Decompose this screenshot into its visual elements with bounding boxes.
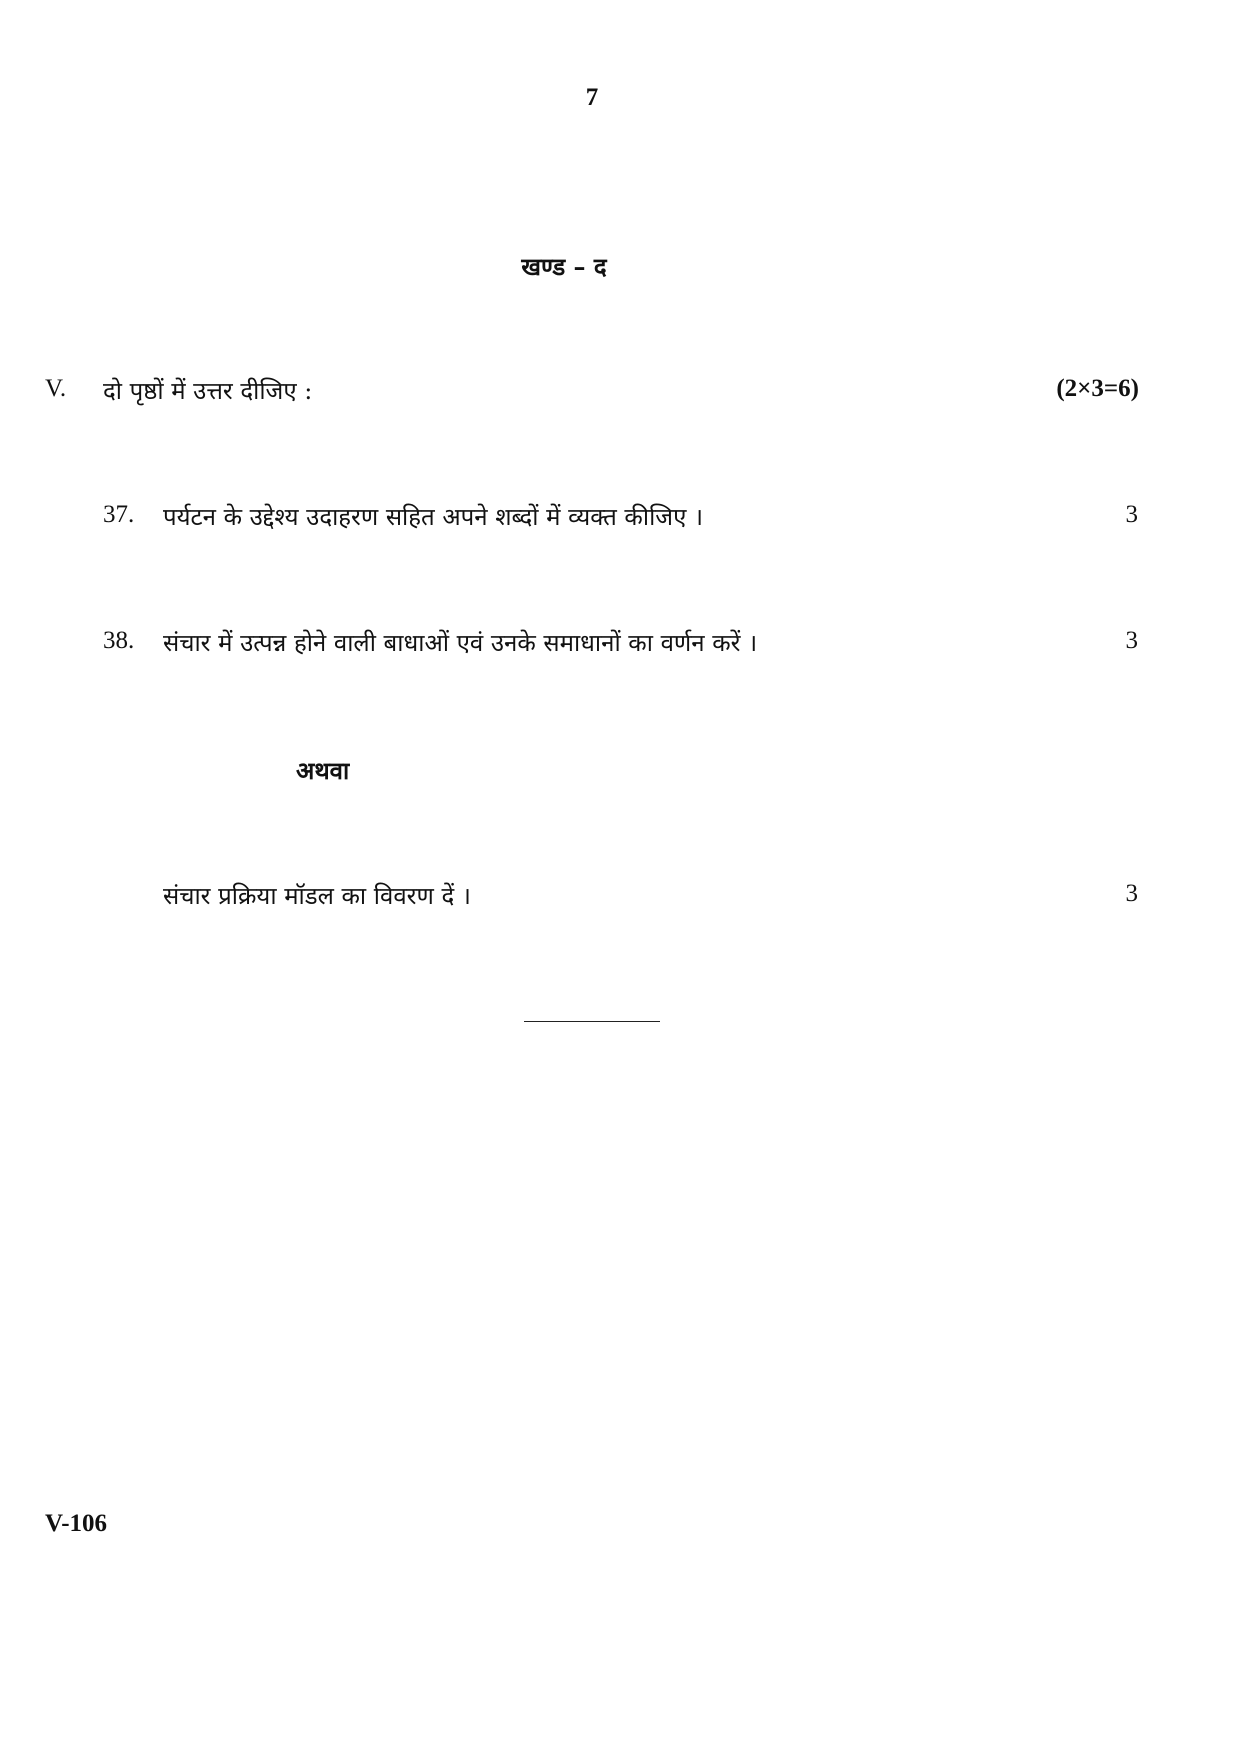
- question-text: पर्यटन के उद्देश्य उदाहरण सहित अपने शब्दों में व्यक्त कीजिए ।: [163, 503, 704, 531]
- paper-code: V-106: [45, 1510, 108, 1537]
- question-text: संचार प्रक्रिया मॉडल का विवरण दें ।: [163, 882, 471, 910]
- question-number: 37.: [103, 501, 135, 528]
- question-text: संचार में उत्पन्न होने वाली बाधाओं एवं उनके समाधानों का वर्णन करें ।: [163, 629, 758, 657]
- end-divider: [524, 1021, 660, 1022]
- section-title: खण्ड – द: [521, 252, 607, 281]
- question-group-numeral: V.: [45, 375, 67, 402]
- question-group-instruction: दो पृष्ठों में उत्तर दीजिए :: [103, 377, 313, 405]
- question-marks: 3: [1125, 880, 1138, 907]
- question-number: 38.: [103, 627, 135, 654]
- page-number: 7: [585, 84, 599, 111]
- or-label: अथवा: [296, 756, 350, 785]
- question-marks: 3: [1125, 501, 1138, 528]
- question-group-marks: (2×3=6): [1056, 375, 1139, 402]
- question-marks: 3: [1125, 627, 1138, 654]
